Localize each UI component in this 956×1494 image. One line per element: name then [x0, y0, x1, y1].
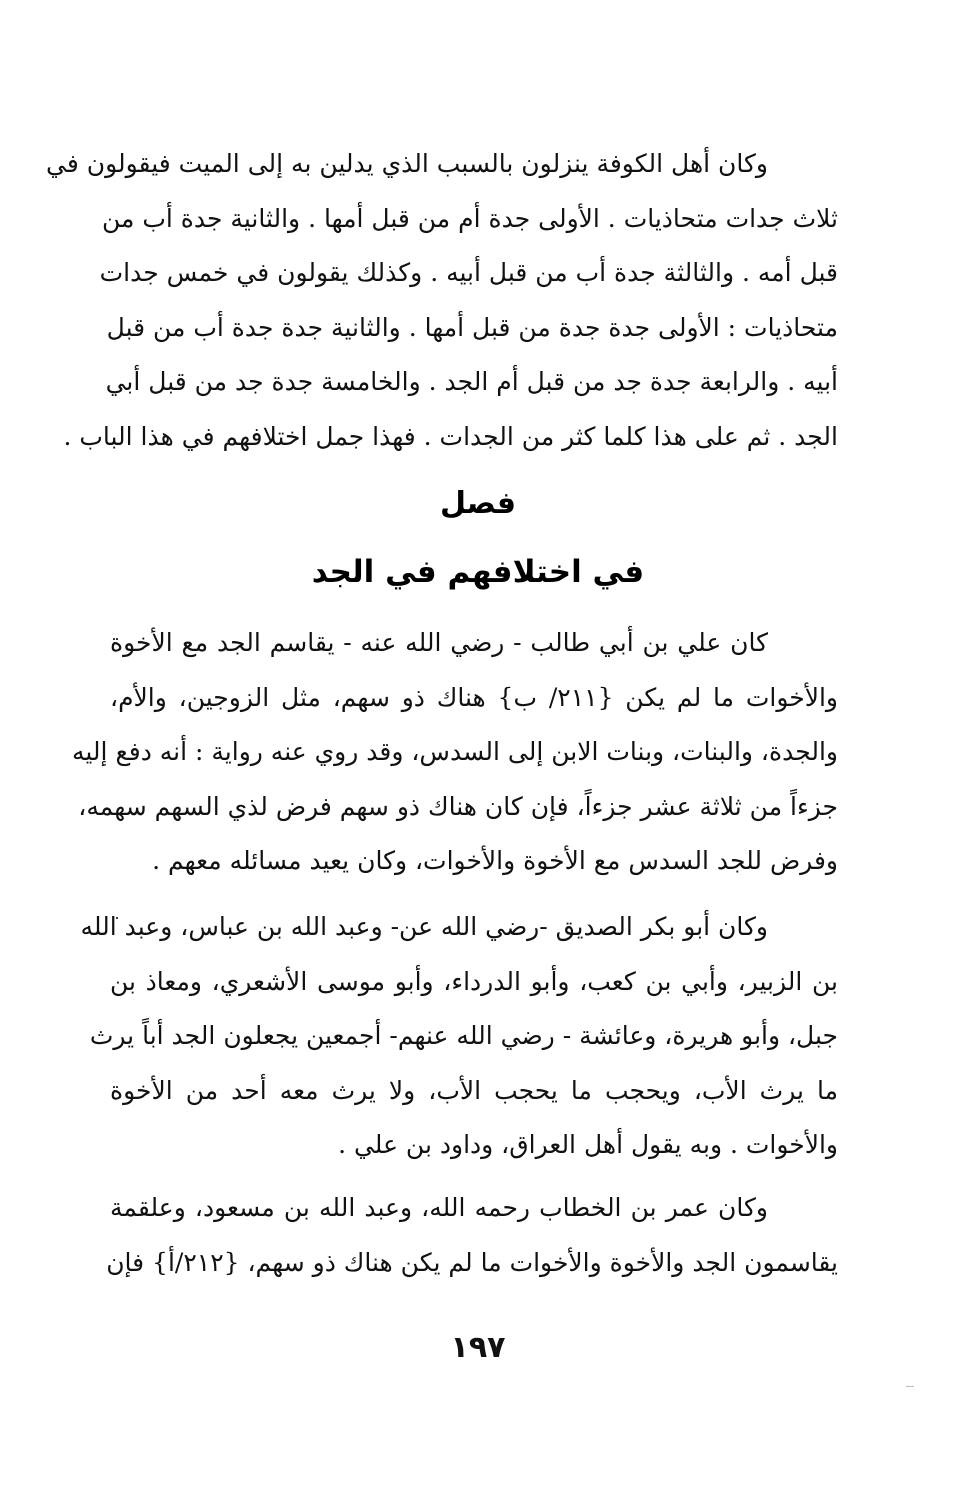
scan-mark — [906, 1386, 914, 1387]
section-heading: فصل — [440, 486, 516, 521]
text-line: متحاذيات : الأولى جدة جدة من قبل أمها . والثانية جدة جدة أب من قبل — [106, 312, 838, 342]
text-line: أبيه . والرابعة جدة جد من قبل أم الجد . والخامسة جدة جد من قبل أبي — [105, 367, 838, 397]
text-line: وكان عمر بن الخطاب رحمه الله، وعبد الله بن مسعود، وعلقمة — [110, 1193, 768, 1222]
text-line: والأخوات ما لم يكن {٢١١/ ب} هناك ذو سهم، مثل الزوجين، والأم، — [110, 682, 838, 712]
text-line: وفرض للجد السدس مع الأخوة والأخوات، وكان يعيد مسائله معهم . — [152, 846, 838, 876]
text-line: والجدة، والبنات، وبنات الابن إلى السدس، وقد روي عنه رواية : أنه دفع إليه — [71, 737, 838, 767]
text-line: ثلاث جدات متحاذيات . الأولى جدة أم من قبل أمها . والثانية جدة أب من — [102, 203, 838, 233]
text-line: جبل، وأبو هريرة، وعائشة - رضي الله عنهم- أجمعين يجعلون الجد أباً يرث — [89, 1021, 838, 1051]
text-line: ما يرث الأب، ويحجب ما يحجب الأب، ولا يرث معه أحد من الأخوة — [110, 1075, 838, 1105]
page-number: ١٩٧ — [450, 1330, 506, 1365]
paragraph-grandmothers — [46, 137, 838, 465]
text-line: قبل أمه . والثالثة جدة أب من قبل أبيه . وكذلك يقولون في خمس جدات — [99, 258, 838, 288]
text-line: بن الزبير، وأبي بن كعب، وأبو الدرداء، وأبو موسى الأشعري، ومعاذ بن — [110, 966, 838, 996]
text-line: يقاسمون الجد والأخوة والأخوات ما لم يكن هناك ذو سهم، {٢١٢/أ} فإن — [106, 1247, 838, 1277]
text-line: الجد . ثم على هذا كلما كثر من الجدات . فهذا جمل اختلافهم في هذا الباب . — [63, 421, 838, 451]
section-subtitle: في اختلافهم في الجد — [311, 554, 645, 590]
text-line: كان علي بن أبي طالب - رضي الله عنه - يقاسم الجد مع الأخوة — [110, 628, 768, 657]
text-line: جزءاً من ثلاثة عشر جزءاً، فإن كان هناك ذو سهم فرض لذي السهم سهمه، — [78, 791, 838, 821]
paragraph-umar — [106, 1181, 838, 1290]
paragraph-ali — [71, 616, 838, 889]
text-line: وكان أهل الكوفة ينزلون بالسبب الذي يدلين به إلى الميت فيقولون في — [46, 149, 768, 178]
text-line: وكان أبو بكر الصديق -رضي الله عن- وعبد الله بن عباس، وعبد الله — [80, 912, 768, 941]
text-line: والأخوات . وبه يقول أهل العراق، وداود بن علي . — [338, 1130, 838, 1160]
paragraph-abu-bakr — [80, 900, 838, 1173]
